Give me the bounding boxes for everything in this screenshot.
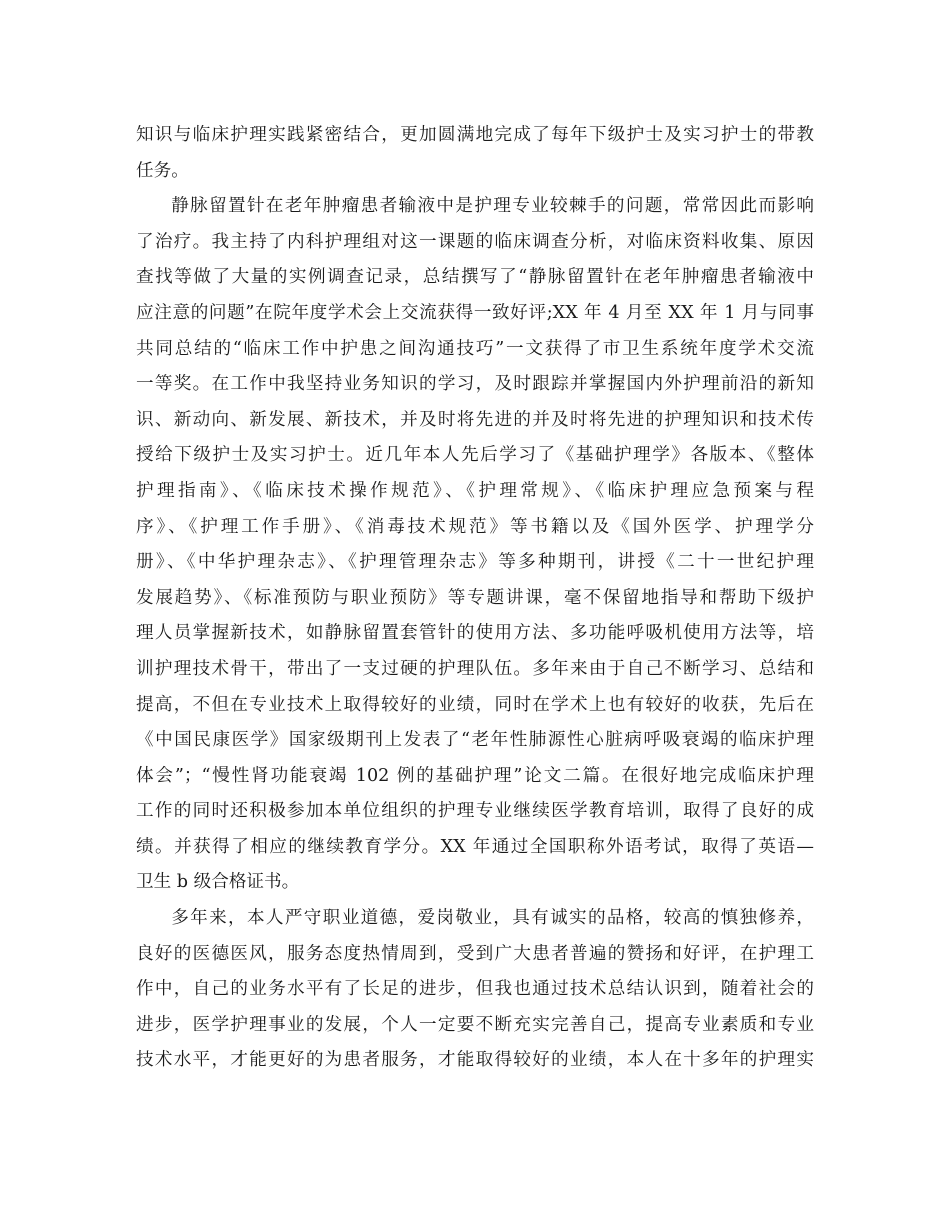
paragraph [136,118,814,189]
text-line: 任务。 [136,160,189,181]
text-line: 知识与临床护理实践紧密结合，更加圆满地完成了每年下级护士及实习护士的带教 [136,125,814,145]
text-line: 发展趋势》、《标准预防与职业预防》等专题讲课，毫不保留地指导和帮助下级护 [136,587,814,608]
text-line: 授给下级护士及实习护士。近几年本人先后学习了《基础护理学》各版本、《整体 [136,445,814,466]
text-line: 护理指南》、《临床技术操作规范》、《护理常规》、《临床护理应急预案与程 [136,480,814,501]
text-line: 作中，自己的业务水平有了长足的进步，但我也通过技术总结认识到，随着社会的 [136,979,814,1000]
text-line: 多年来，本人严守职业道德，爱岗敬业，具有诚实的品格，较高的慎独修养， [171,908,814,929]
text-line: 了治疗。我主持了内科护理组对这一课题的临床调查分析，对临床资料收集、原因 [136,231,814,252]
text-line: 应注意的问题”在院年度学术会上交流获得一致好评;XX 年 4 月至 XX 年 1 月与同事 [136,302,814,323]
text-line: 理人员掌握新技术，如静脉留置套管针的使用方法、多功能呼吸机使用方法等，培 [136,623,814,644]
paragraph [136,901,814,1079]
text-line: 卫生 b 级合格证书。 [136,872,300,893]
text-line: 《中国民康医学》国家级期刊上发表了“老年性肺源性心脏病呼吸衰竭的临床护理 [136,730,814,751]
text-line: 体会”；“慢性肾功能衰竭 102 例的基础护理”论文二篇。在很好地完成临床护理 [136,765,814,786]
text-line: 识、新动向、新发展、新技术，并及时将先进的并及时将先进的护理知识和技术传 [136,409,814,430]
text-line: 序》、《护理工作手册》、《消毒技术规范》等书籍以及《国外医学、护理学分 [136,516,814,537]
text-line: 共同总结的“临床工作中护患之间沟通技巧”一文获得了市卫生系统年度学术交流 [136,338,814,359]
text-line: 训护理技术骨干，带出了一支过硬的护理队伍。多年来由于自己不断学习、总结和 [136,658,814,679]
text-line: 绩。并获得了相应的继续教育学分。XX 年通过全国职称外语考试，取得了英语— [136,836,814,857]
text-line: 工作的同时还积极参加本单位组织的护理专业继续医学教育培训，取得了良好的成 [136,801,814,822]
text-line: 一等奖。在工作中我坚持业务知识的学习，及时跟踪并掌握国内外护理前沿的新知 [136,374,814,395]
text-line: 进步，医学护理事业的发展，个人一定要不断充实完善自己，提高专业素质和专业 [136,1014,814,1035]
text-line: 良好的医德医风，服务态度热情周到，受到广大患者普遍的赞扬和好评，在护理工 [136,943,814,964]
text-line: 提高，不但在专业技术上取得较好的业绩，同时在学术上也有较好的收获，先后在 [136,694,814,715]
text-line: 静脉留置针在老年肿瘤患者输液中是护理专业较棘手的问题，常常因此而影响 [171,196,814,217]
text-line: 查找等做了大量的实例调查记录，总结撰写了“静脉留置针在老年肿瘤患者输液中 [136,267,814,288]
text-line: 册》、《中华护理杂志》、《护理管理杂志》等多种期刊，讲授《二十一世纪护理 [136,552,814,573]
paragraph [136,189,814,901]
text-line: 技术水平，才能更好的为患者服务，才能取得较好的业绩，本人在十多年的护理实 [136,1050,814,1071]
document-body [136,118,814,1079]
